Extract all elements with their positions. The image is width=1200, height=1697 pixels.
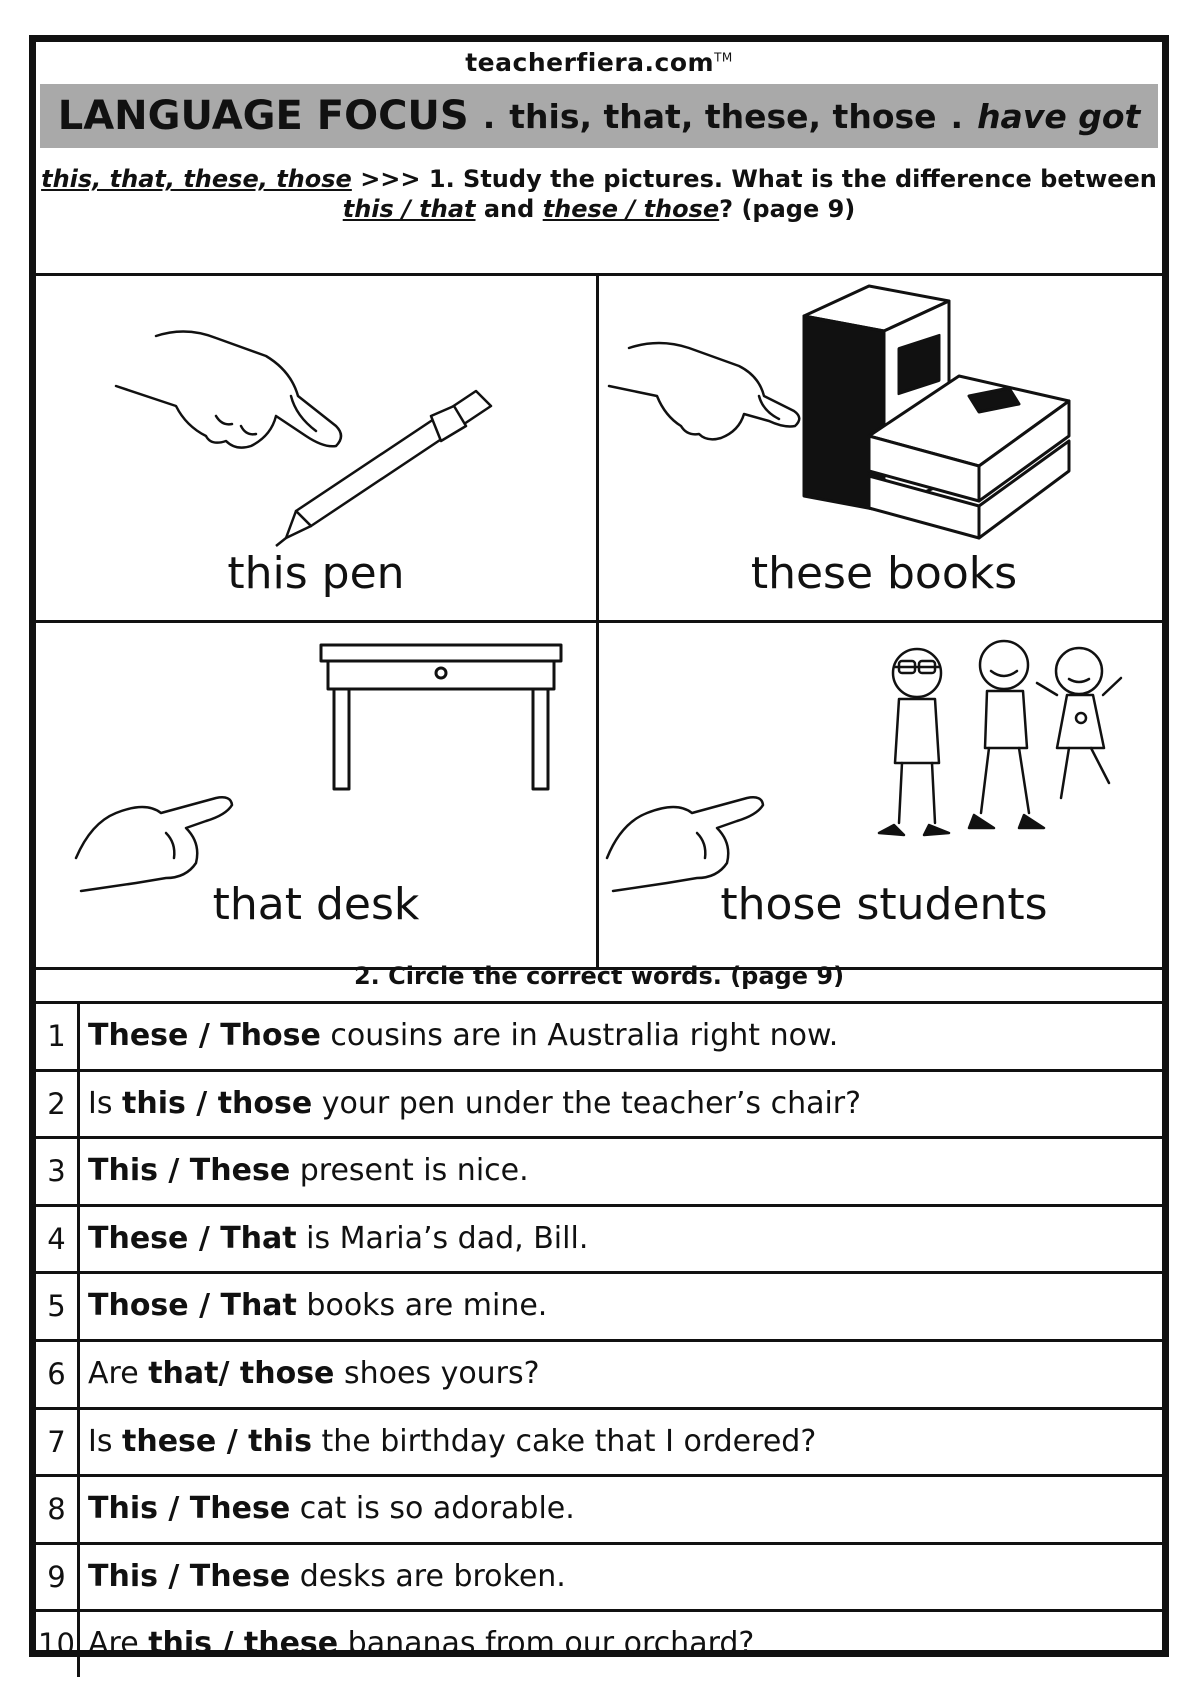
picture-caption: that desk [212, 879, 420, 930]
sentence-end: cat is so adorable. [290, 1491, 575, 1527]
sentence-end: desks are broken. [290, 1558, 566, 1594]
row-number: 2 [36, 1072, 80, 1137]
instructions-text: 1. Study the pictures. What is the difference between [428, 165, 1157, 193]
word-choice[interactable]: these / this [122, 1423, 312, 1459]
row-number: 3 [36, 1139, 80, 1204]
row-number: 7 [36, 1410, 80, 1475]
sentence-end: cousins are in Australia right now. [320, 1018, 839, 1053]
row-number: 8 [36, 1477, 80, 1542]
row-number: 6 [36, 1342, 80, 1407]
row-sentence [80, 1410, 1162, 1475]
word-choice[interactable]: This / These [88, 1558, 291, 1594]
sentence-end: is Maria’s dad, Bill. [296, 1220, 589, 1256]
row-sentence [80, 1612, 1162, 1677]
worksheet-frame [29, 35, 1169, 1662]
row-sentence [80, 1274, 1162, 1339]
instructions-tail: ? (page 9) [719, 195, 856, 223]
word-choice[interactable]: this / these [148, 1626, 339, 1662]
instructions [36, 154, 1162, 272]
picture-caption: those students [720, 879, 1048, 930]
instructions-and: and [483, 195, 535, 223]
instructions-line-1 [36, 164, 1162, 194]
title-main: LANGUAGE FOCUS [57, 93, 469, 139]
row-sentence [80, 1072, 1162, 1137]
row-sentence [80, 1545, 1162, 1610]
picture-caption: these books [750, 548, 1018, 599]
sentence-end: the birthday cake that I ordered? [311, 1423, 817, 1459]
word-choice[interactable]: These / That [88, 1220, 297, 1256]
word-choice[interactable]: This / These [88, 1491, 291, 1527]
row-sentence [80, 1342, 1162, 1407]
word-choice[interactable]: that/ those [148, 1355, 335, 1391]
row-number: 5 [36, 1274, 80, 1339]
instructions-pair-b: these / those [542, 195, 720, 223]
row-number: 1 [36, 1004, 80, 1069]
picture-this-pen [36, 276, 596, 620]
table-row [36, 1542, 1162, 1610]
exercise2-table [36, 1001, 1162, 1677]
trademark: TM [714, 50, 733, 65]
row-number: 4 [36, 1207, 80, 1272]
sentence-end: your pen under the teacher’s chair? [312, 1085, 862, 1121]
row-number: 9 [36, 1545, 80, 1610]
instructions-pair-a: this / that [342, 195, 476, 223]
picture-that-desk [36, 623, 596, 967]
row-sentence [80, 1004, 1162, 1069]
title-italic: have got [977, 96, 1141, 136]
title-separator: . [950, 96, 964, 136]
sentence-end: present is nice. [290, 1153, 529, 1189]
row-sentence [80, 1139, 1162, 1204]
table-row [36, 1136, 1162, 1204]
picture-those-students [599, 623, 1169, 967]
sentence-end: books are mine. [296, 1288, 548, 1324]
table-row [36, 1474, 1162, 1542]
brand [36, 48, 1162, 82]
title-separator: . [482, 96, 496, 136]
sentence-start: Are [88, 1355, 149, 1391]
table-row [36, 1001, 1162, 1069]
sentence-end: bananas from our orchard? [338, 1626, 755, 1662]
table-row [36, 1271, 1162, 1339]
sentence-start: Are [88, 1626, 149, 1662]
row-number: 10 [36, 1612, 80, 1677]
table-row [36, 1339, 1162, 1407]
table-row [36, 1407, 1162, 1475]
word-choice[interactable]: this / those [122, 1085, 313, 1121]
sentence-end: shoes yours? [334, 1355, 540, 1391]
instructions-lead: this, that, these, those [41, 165, 352, 193]
word-choice[interactable]: This / These [88, 1153, 291, 1189]
sentence-start: Is [88, 1423, 123, 1459]
table-row [36, 1609, 1162, 1677]
title-bar [40, 84, 1158, 148]
title-words: this, that, these, those [509, 96, 937, 136]
picture-these-books [599, 276, 1169, 620]
table-row [36, 1204, 1162, 1272]
row-sentence [80, 1477, 1162, 1542]
word-choice[interactable]: Those / That [88, 1288, 297, 1324]
instructions-arrow: >>> [360, 165, 421, 193]
table-row [36, 1069, 1162, 1137]
sentence-start: Is [88, 1085, 123, 1121]
row-sentence [80, 1207, 1162, 1272]
word-choice[interactable]: These / Those [88, 1018, 321, 1053]
picture-caption: this pen [227, 548, 405, 599]
brand-name: teacherfiera.com [465, 48, 715, 77]
instructions-line-2 [36, 194, 1162, 224]
exercise2-title: 2. Circle the correct words. (page 9) [353, 962, 845, 990]
